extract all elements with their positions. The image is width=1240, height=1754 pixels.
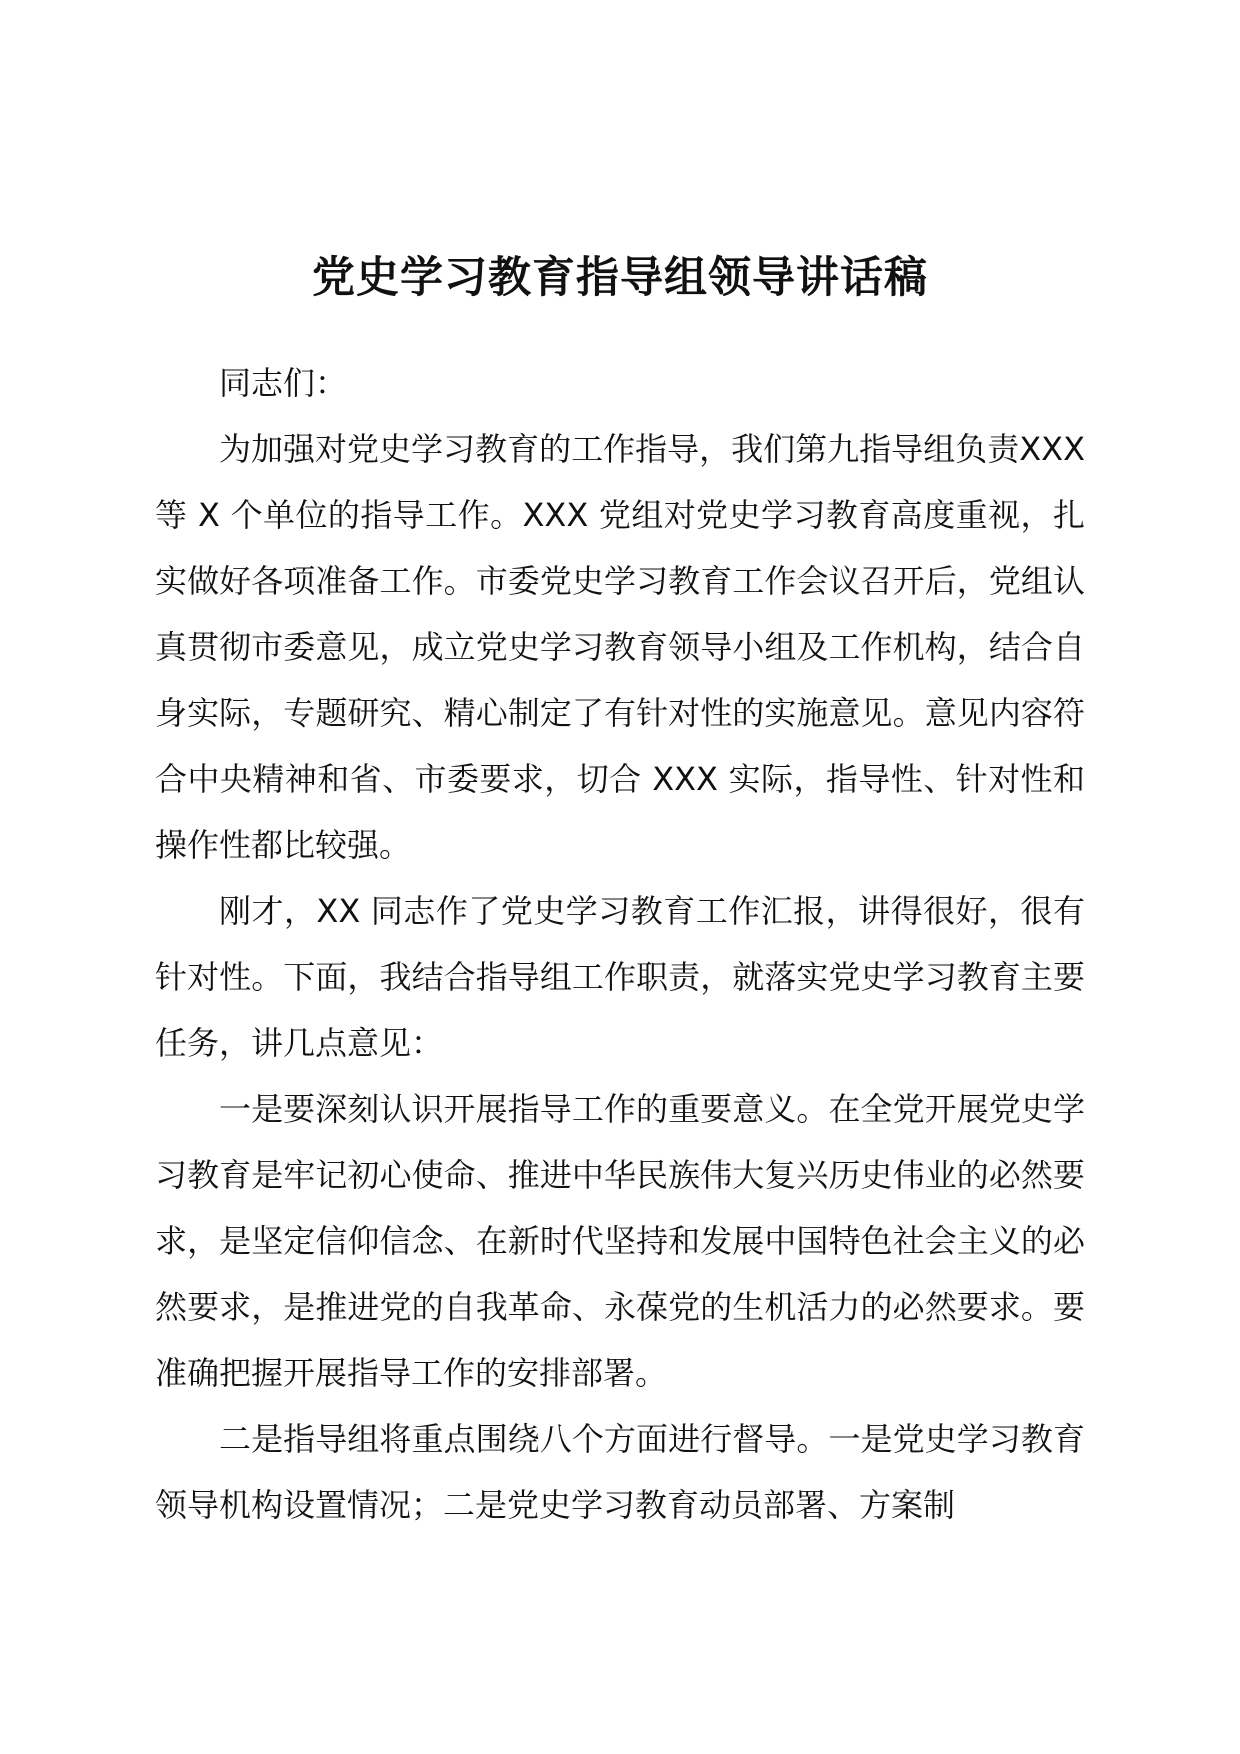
document-body [155,350,1085,1538]
body-paragraph: 二是指导组将重点围绕八个方面进行督导。一是党史学习教育领导机构设置情况；二是党史学习教育动员部署、方案制 [155,1420,1085,1524]
body-paragraph: 为加强对党史学习教育的工作指导，我们第九指导组负责XXX 等 X 个单位的指导工作。XXX 党组对党史学习教育高度重视，扎实做好各项准备工作。市委党史学习教育工作会议召开后，党组认真贯彻市委意见，成立党史学习教育领导小组及工作机构，结合自身实际，专题研究、精心制定了有针对性的实施意见。意见内容符合中央精神和省、市委要求，切合 XXX 实际，指导性、针对性和操作性都比较强。 [155,430,1085,864]
salutation: 同志们： [219,364,348,402]
body-paragraph: 一是要深刻认识开展指导工作的重要意义。在全党开展党史学习教育是牢记初心使命、推进中华民族伟大复兴历史伟业的必然要求，是坚定信仰信念、在新时代坚持和发展中国特色社会主义的必然要求，是推进党的自我革命、永葆党的生机活力的必然要求。要准确把握开展指导工作的安排部署。 [155,1090,1085,1392]
body-paragraph: 刚才，XX 同志作了党史学习教育工作汇报，讲得很好，很有针对性。下面，我结合指导组工作职责，就落实党史学习教育主要任务，讲几点意见： [155,892,1085,1062]
document-title: 党史学习教育指导组领导讲话稿 [312,253,928,303]
